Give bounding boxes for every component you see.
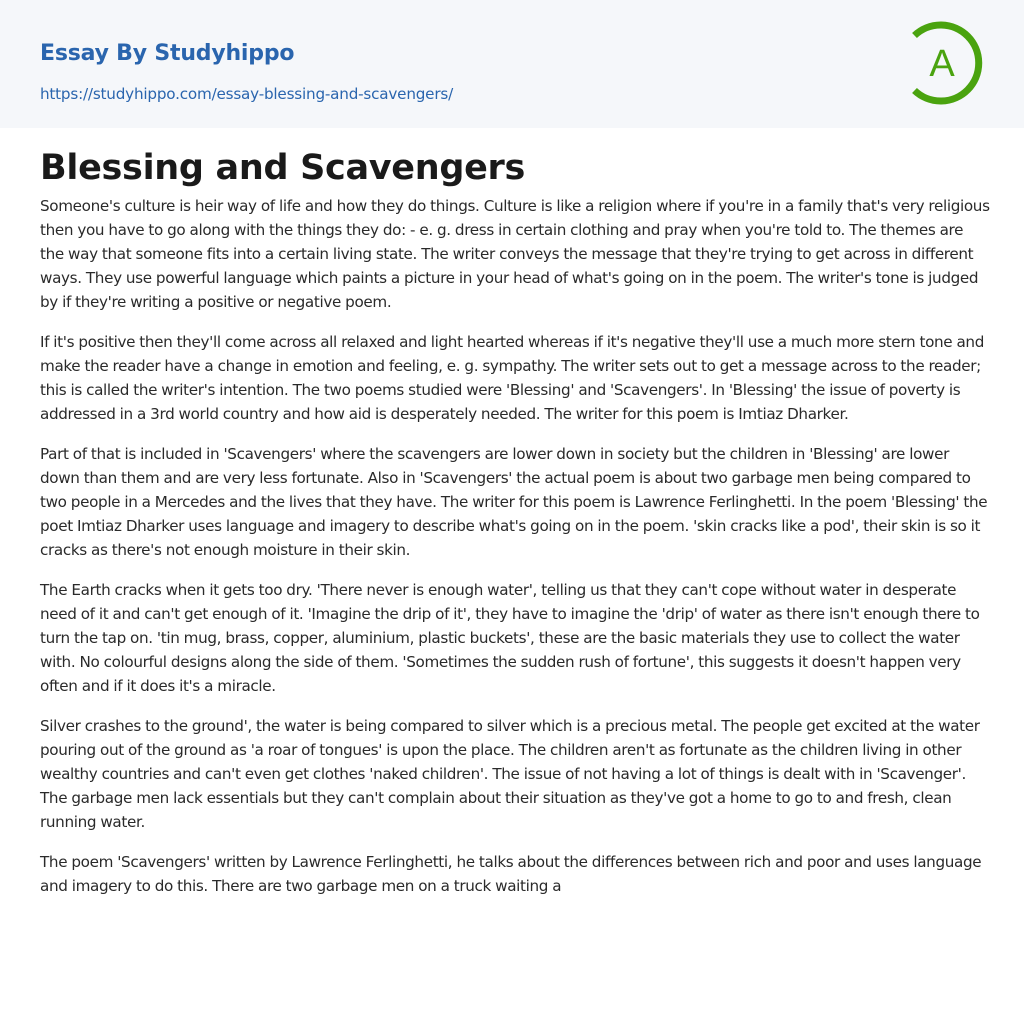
article-paragraph: Part of that is included in 'Scavengers' where the scavengers are lower down in society but the children in 'Blessing' are lower down than them and are very less fortunate. Also in 'Scavengers' the actual poem is about two garbage men being compared to two people in a Mercedes and the lives that they have. The writer for this poem is Lawrence Ferlinghetti. In the poem 'Blessing' the poet Imtiaz Dharker uses language and imagery to describe what's going on in the poem. 'skin cracks like a pod', their skin is so it cracks as there's not enough moisture in their skin. <box>40 445 988 559</box>
article-paragraph: If it's positive then they'll come across all relaxed and light hearted whereas if it's negative they'll use a much more stern tone and make the reader have a change in emotion and feeling, e. g. sympathy. The writer sets out to get a message across to the reader; this is called the writer's intention. The two poems studied were 'Blessing' and 'Scavengers'. In 'Blessing' the issue of poverty is addressed in a 3rd world country and how aid is desperately needed. The writer for this poem is Imtiaz Dharker. <box>40 333 984 423</box>
article-paragraph: Silver crashes to the ground', the water is being compared to silver which is a precious metal. The people get excited at the water pouring out of the ground as 'a roar of tongues' is upon the place. The children aren't as fortunate as the children living in other wealthy countries and can't even get clothes 'naked children'. The issue of not having a lot of things is dealt with in 'Scavenger'. The garbage men lack essentials but they can't complain about their situation as they've got a home to go to and fresh, clean running water. <box>40 717 980 831</box>
svg-text:A: A <box>929 43 955 85</box>
studyhippo-logo-icon[interactable] <box>898 18 988 108</box>
article-title: Blessing and Scavengers <box>40 148 526 188</box>
article-paragraph: The Earth cracks when it gets too dry. 'There never is enough water', telling us that they can't cope without water in desperate need of it and can't get enough of it. 'Imagine the drip of it', they have to imagine the 'drip' of water as there isn't enough there to turn the tap on. 'tin mug, brass, copper, aluminium, plastic buckets', these are the basic materials they use to collect the water with. No colourful designs along the side of them. 'Sometimes the sudden rush of fortune', this suggests it doesn't happen very often and if it does it's a miracle. <box>40 581 980 695</box>
brand-title[interactable]: Essay By Studyhippo <box>40 41 295 66</box>
article-body <box>40 194 990 914</box>
article-paragraph: The poem 'Scavengers' written by Lawrence Ferlinghetti, he talks about the differences between rich and poor and uses language and imagery to do this. There are two garbage men on a truck waiting a <box>40 853 982 895</box>
page-url-link[interactable]: https://studyhippo.com/essay-blessing-and-scavengers/ <box>40 85 454 103</box>
article-paragraph: Someone's culture is heir way of life and how they do things. Culture is like a religion where if you're in a family that's very religious then you have to go along with the things they do: - e. g. dress in certain clothing and pray when you're told to. The themes are the way that someone fits into a certain living state. The writer conveys the message that they're trying to get across in different ways. They use powerful language which paints a picture in your head of what's going on in the poem. The writer's tone is judged by if they're writing a positive or negative poem. <box>40 197 990 311</box>
